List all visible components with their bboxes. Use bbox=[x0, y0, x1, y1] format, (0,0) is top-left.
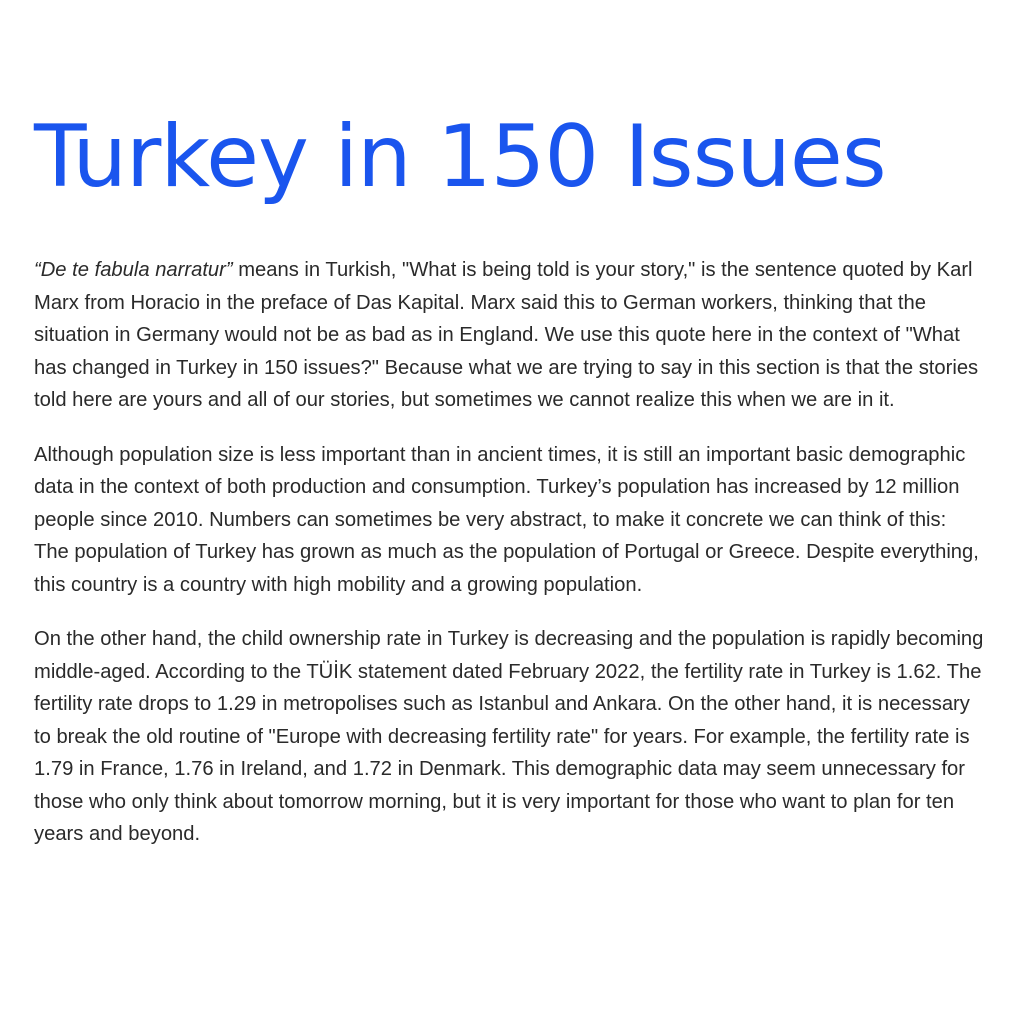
paragraph-fertility: On the other hand, the child ownership rate in Turkey is decreasing and the population is rapidly becoming middle-aged. According to the TÜİK statement dated February 2022, the fertility rate in Turkey is 1.62. The fertility rate drops to 1.29 in metropolises such as Istanbul and Ankara. On the other hand, it is necessary to break the old routine of "Europe with decreasing fertility rate" for years. For example, the fertility rate is 1.79 in France, 1.76 in Ireland, and 1.72 in Denmark. This demographic data may seem unnecessary for those who only think about tomorrow morning, but it is very important for those who want to plan for ten years and beyond. bbox=[34, 628, 984, 845]
paragraph-population: Although population size is less important than in ancient times, it is still an important basic demographic data in the context of both production and consumption. Turkey’s population has increased by 12 million people since 2010. Numbers can sometimes be very abstract, to make it concrete we can think of this: The population of Turkey has grown as much as the population of Portugal or Greece. Despite everything, this country is a country with high mobility and a growing population. bbox=[34, 443, 979, 596]
article bbox=[34, 0, 984, 873]
article-body bbox=[34, 254, 984, 851]
latin-quote: “De te fabula narratur” bbox=[34, 259, 233, 281]
paragraph-intro bbox=[34, 254, 984, 417]
page-title: Turkey in 150 Issues bbox=[34, 107, 886, 207]
paragraph-intro-text: means in Turkish, "What is being told is your story," is the sentence quoted by Karl Marx from Horacio in the preface of Das Kapital. Marx said this to German workers, thinking that the situation in Germany would not be as bad as in England. We use this quote here in the context of "What has changed in Turkey in 150 issues?" Because what we are trying to say in this section is that the stories told here are yours and all of our stories, but sometimes we cannot realize this when we are in it. bbox=[34, 259, 979, 411]
